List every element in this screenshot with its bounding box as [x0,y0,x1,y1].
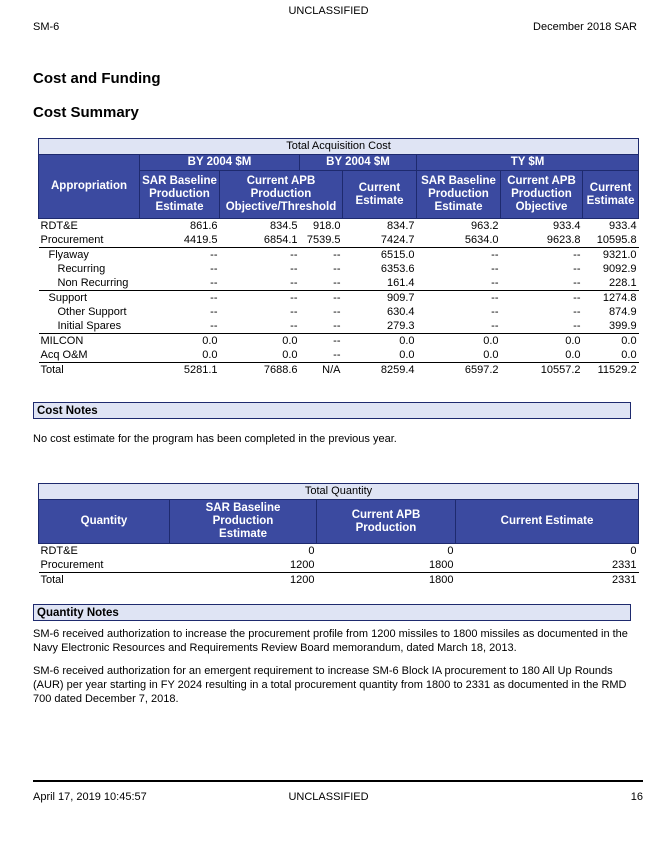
cost-cell: -- [573,249,581,261]
cost-summary-table [38,138,639,377]
group-by2004-a: BY 2004 $M [140,155,300,171]
cost-cell: -- [573,263,581,275]
group-by2004-b: BY 2004 $M [300,155,417,171]
cost-row [39,233,639,248]
cost-cell: -- [210,292,218,304]
cost-cell: 6353.6 [380,263,415,275]
quantity-row-label: Procurement [39,558,170,573]
cost-row-label: Initial Spares [39,319,140,334]
cost-cell: 0.0 [140,348,220,363]
cost-cell: -- [501,276,583,291]
cost-row-label: Acq O&M [39,348,140,363]
cost-cell: 6597.2 [464,364,499,376]
cost-cell: 909.7 [386,292,415,304]
quantity-table [38,483,639,587]
cost-row-label: Non Recurring [39,276,140,291]
quantity-cell: 1800 [317,558,456,573]
cost-row-label: Other Support [57,306,127,318]
quantity-cell: 1200 [290,574,315,586]
col-current-apb-ty: Current APB Production Objective [501,171,583,219]
cost-cell: 933.4 [552,220,581,232]
cost-cell: -- [220,319,300,334]
quantity-cell: 1800 [429,574,454,586]
cost-cell: -- [140,319,220,334]
col-quantity: Quantity [39,500,170,544]
cost-row-label: Support [48,292,88,304]
quantity-row-label: Total [40,574,64,586]
quantity-cell: 2331 [456,558,639,573]
cost-cell: 861.6 [189,220,218,232]
cost-cell: 0.0 [417,348,501,363]
cost-cell: -- [300,319,343,334]
cost-cell: -- [210,306,218,318]
quantity-notes-p2: SM-6 received authorization for an emergent requirement to increase SM-6 Block IA procurement to 180 All Up Rounds (AUR) per year starting in FY 2024 resulting in a total procurement quantity from 1800 to 2331 as documented in the RMD 700 dated December 7, 2018. [33,665,627,705]
cost-cell: -- [333,249,341,261]
cost-cell: 963.2 [470,220,499,232]
cost-cell: 0.0 [399,335,415,347]
col-appropriation: Appropriation [39,155,140,219]
cost-row-label: Flyaway [48,249,89,261]
header-report: December 2018 SAR [533,21,637,33]
cost-cell: 0.0 [202,335,218,347]
cost-cell: 161.4 [343,276,417,291]
quantity-cell: 0 [630,545,637,557]
cost-cell: -- [210,249,218,261]
cost-cell: 9092.9 [602,263,637,275]
cost-row-label: Recurring [57,263,106,275]
cost-cell: 9321.0 [602,249,637,261]
cost-cell: -- [491,306,499,318]
cost-cell: 0.0 [621,335,637,347]
col-qty-current-estimate: Current Estimate [456,500,639,544]
cost-cell: 0.0 [583,348,639,363]
cost-cell: -- [333,292,341,304]
col-sar-baseline-ty: SAR Baseline Production Estimate [417,171,501,219]
cost-cell: -- [573,292,581,304]
cost-row [39,276,639,291]
cost-cell: 0.0 [483,335,499,347]
cost-cell: 11529.2 [597,364,637,376]
cost-cell: 7424.7 [343,233,417,248]
cost-cell: 10557.2 [540,364,581,376]
cost-row-label: RDT&E [40,220,78,232]
cost-cell: 228.1 [583,276,639,291]
quantity-cell: 0 [308,545,315,557]
cost-cell: -- [290,263,298,275]
cost-cell: -- [491,249,499,261]
cost-row [39,348,639,363]
group-ty: TY $M [417,155,639,171]
quantity-row [39,558,639,573]
cost-cell: 0.0 [501,348,583,363]
quantity-row-label: RDT&E [40,545,78,557]
cost-row-label: MILCON [40,335,84,347]
cost-cell: 0.0 [565,335,581,347]
cost-cell: 0.0 [282,335,298,347]
cost-cell: -- [290,306,298,318]
cost-cell: 5281.1 [183,364,218,376]
cost-cell: -- [573,306,581,318]
cost-row-label: Total [40,364,64,376]
cost-row-label: Procurement [39,233,140,248]
cost-row [39,219,639,234]
cost-cell: -- [220,276,300,291]
qty-table-title: Total Quantity [39,484,639,500]
cost-cell: 0.0 [220,348,300,363]
cost-cell: 918.0 [312,220,341,232]
quantity-row [39,544,639,559]
col-current-estimate: Current Estimate [343,171,417,219]
cost-cell: 0.0 [343,348,417,363]
quantity-notes-p1: SM-6 received authorization to increase the procurement profile from 1200 missiles to 1800 missiles as documented in the Navy Electronic Resources and Requirements Review Board memorandum, dated March 18, 2013. [33,628,628,654]
cost-row [39,262,639,276]
cost-cell: 1274.8 [602,292,637,304]
cost-cell: N/A [322,364,341,376]
cost-cell: -- [290,249,298,261]
cost-row [39,291,639,306]
cost-cell: 933.4 [609,220,637,232]
quantity-cell: 2331 [612,574,637,586]
cost-table-title: Total Acquisition Cost [39,139,639,155]
cost-row [39,305,639,319]
cost-row [39,248,639,263]
footer-rule [33,780,643,782]
cost-cell: -- [417,319,501,334]
cost-cell: 6854.1 [220,233,300,248]
cost-cell: 10595.8 [583,233,639,248]
cost-cell: -- [140,276,220,291]
cost-cell: 8259.4 [380,364,415,376]
cost-notes-header: Cost Notes [33,402,631,419]
footer-date: April 17, 2019 10:45:57 [33,791,147,803]
cost-cell: -- [300,276,343,291]
col-current-estimate-ty: Current Estimate [583,171,639,219]
col-sar-baseline: SAR Baseline Production Estimate [140,171,220,219]
cost-cell: -- [333,263,341,275]
cost-cell: 630.4 [386,306,415,318]
cost-row [39,334,639,349]
cost-cell: 9623.8 [501,233,583,248]
cost-cell: -- [491,292,499,304]
cost-cell: 6515.0 [380,249,415,261]
footer-page: 16 [630,791,643,803]
cost-cell: 834.7 [386,220,415,232]
cost-cell: -- [491,263,499,275]
quantity-notes-header: Quantity Notes [33,604,631,621]
cost-cell: -- [290,292,298,304]
cost-row [39,319,639,334]
quantity-row [39,573,639,588]
cost-cell: 399.9 [583,319,639,334]
cost-cell: 5634.0 [417,233,501,248]
col-qty-current-apb: Current APB Production [317,500,456,544]
cost-cell: 4419.5 [140,233,220,248]
subsection-heading: Cost Summary [33,104,139,121]
header-program: SM-6 [33,21,60,33]
quantity-cell: 1200 [170,558,317,573]
cost-row [39,363,639,378]
cost-cell: 279.3 [343,319,417,334]
cost-cell: 834.5 [269,220,298,232]
col-current-apb: Current APB Production Objective/Threshold [220,171,343,219]
cost-cell: -- [333,335,341,347]
quantity-cell: 0 [447,545,454,557]
cost-cell: 7688.6 [263,364,298,376]
cost-cell: 7539.5 [300,233,343,248]
section-heading: Cost and Funding [33,70,161,87]
footer-classification: UNCLASSIFIED [288,791,369,803]
cost-cell: 874.9 [609,306,637,318]
cost-notes-text: No cost estimate for the program has been completed in the previous year. [33,433,397,445]
cost-cell: -- [300,348,343,363]
cost-cell: -- [417,276,501,291]
cost-cell: -- [333,306,341,318]
header-classification: UNCLASSIFIED [288,5,369,17]
cost-cell: -- [501,319,583,334]
col-qty-sar-baseline: SAR Baseline Production Estimate [170,500,317,544]
cost-cell: -- [210,263,218,275]
